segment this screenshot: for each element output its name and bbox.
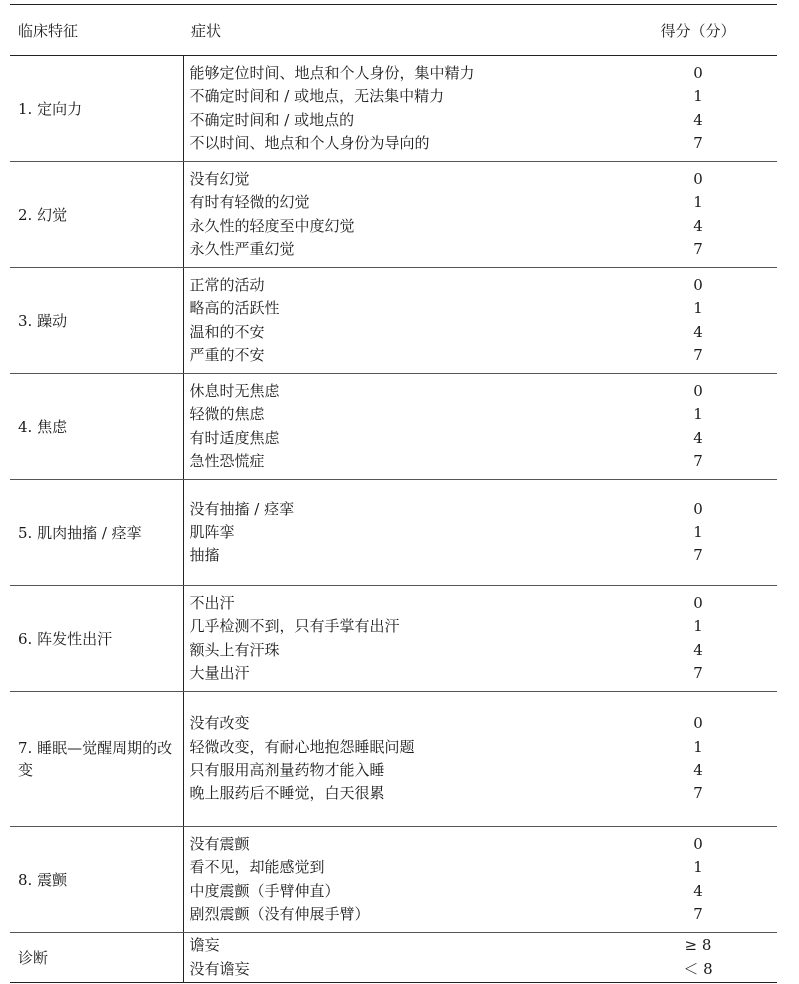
table-row <box>10 827 777 933</box>
table-row <box>10 692 777 827</box>
score-value: 0 <box>693 834 703 853</box>
table-row <box>10 586 777 692</box>
symptom-text: 不出汗 <box>189 593 235 612</box>
header-score: 得分（分） <box>619 5 777 56</box>
symptom-text: 正常的活动 <box>189 275 265 294</box>
symptom-cell <box>183 56 619 162</box>
feature-cell: 6. 阵发性出汗 <box>10 586 183 692</box>
symptom-text: 不以时间、地点和个人身份为导向的 <box>189 133 430 152</box>
symptom-text: 有时适度焦虑 <box>189 428 280 447</box>
score-value: 7 <box>693 546 703 565</box>
score-value: 0 <box>693 169 703 188</box>
score-value: 1 <box>693 522 703 541</box>
symptom-text: 几乎检测不到，只有手掌有出汗 <box>189 617 400 636</box>
score-value: 1 <box>693 405 703 424</box>
symptom-text: 大量出汗 <box>189 663 250 682</box>
symptom-cell <box>183 827 619 933</box>
symptom-text: 抽搐 <box>189 546 220 565</box>
score-value: 7 <box>693 904 703 923</box>
score-value: 1 <box>693 87 703 106</box>
symptom-text: 永久性的轻度至中度幻觉 <box>189 216 355 235</box>
symptom-text: 剧烈震颤（没有伸展手臂） <box>189 904 370 923</box>
symptom-text: 肌阵挛 <box>189 522 235 541</box>
table-row <box>10 162 777 268</box>
score-value: 7 <box>693 784 703 803</box>
feature-cell: 5. 肌肉抽搐 / 痉挛 <box>10 480 183 586</box>
score-value: 4 <box>693 322 703 341</box>
symptom-cell <box>183 586 619 692</box>
score-value: 1 <box>693 737 703 756</box>
score-value: 0 <box>693 275 703 294</box>
symptom-text: 略高的活跃性 <box>189 299 280 318</box>
symptom-text: 轻微的焦虑 <box>189 405 265 424</box>
score-value: 1 <box>693 858 703 877</box>
symptom-text: 谵妄 <box>189 936 220 955</box>
symptom-text: 急性恐慌症 <box>189 451 265 470</box>
table-row <box>10 374 777 480</box>
symptom-text: 严重的不安 <box>189 345 265 364</box>
symptom-text: 不确定时间和 / 或地点，无法集中精力 <box>189 87 445 106</box>
symptom-text: 没有抽搐 / 痉挛 <box>189 499 295 518</box>
score-value: 0 <box>693 63 703 82</box>
symptom-text: 不确定时间和 / 或地点的 <box>189 110 355 129</box>
score-cell <box>619 268 777 374</box>
score-value: 4 <box>693 761 703 779</box>
symptom-text: 只有服用高剂量药物才能入睡 <box>189 761 385 779</box>
symptom-text: 能够定位时间、地点和个人身份，集中精力 <box>189 63 475 82</box>
score-value: 7 <box>693 239 703 258</box>
score-value: 0 <box>693 714 703 733</box>
symptom-text: 永久性严重幻觉 <box>189 239 295 258</box>
table-row <box>10 56 777 162</box>
header-symptom: 症状 <box>183 5 619 56</box>
score-cell <box>619 162 777 268</box>
score-value: 4 <box>693 110 703 129</box>
score-value: 4 <box>693 216 703 235</box>
feature-cell: 4. 焦虑 <box>10 374 183 480</box>
table-row <box>10 268 777 374</box>
symptom-cell <box>183 480 619 586</box>
score-value: 7 <box>693 345 703 364</box>
symptom-text: 轻微改变，有耐心地抱怨睡眠问题 <box>189 737 415 756</box>
symptom-text: 额头上有汗珠 <box>189 640 280 659</box>
symptom-text: 看不见，却能感觉到 <box>189 858 325 877</box>
feature-cell: 7. 睡眠—觉醒周期的改变 <box>10 692 183 827</box>
score-cell <box>619 827 777 933</box>
symptom-text: 没有幻觉 <box>189 169 250 188</box>
symptom-cell <box>183 692 619 827</box>
symptom-cell <box>183 374 619 480</box>
symptom-cell <box>183 933 619 983</box>
diagnosis-row <box>10 933 777 983</box>
feature-cell: 2. 幻觉 <box>10 162 183 268</box>
feature-cell: 1. 定向力 <box>10 56 183 162</box>
score-value: 4 <box>693 428 703 447</box>
symptom-text: 休息时无焦虑 <box>189 381 280 400</box>
feature-cell: 3. 躁动 <box>10 268 183 374</box>
score-value: 1 <box>693 193 703 212</box>
score-value: 4 <box>693 640 703 659</box>
score-value: 7 <box>693 451 703 470</box>
symptom-text: 中度震颤（手臂伸直） <box>189 881 340 900</box>
score-cell <box>619 586 777 692</box>
symptom-text: 没有震颤 <box>189 834 250 853</box>
symptom-text: 晚上服药后不睡觉，白天很累 <box>189 784 385 803</box>
feature-cell: 诊断 <box>10 933 183 983</box>
score-value: 0 <box>693 499 703 518</box>
score-cell <box>619 374 777 480</box>
score-cell <box>619 692 777 827</box>
score-value: 1 <box>693 617 703 636</box>
symptom-text: 有时有轻微的幻觉 <box>189 193 310 212</box>
score-cell <box>619 933 777 983</box>
header-row <box>10 5 777 56</box>
header-feature: 临床特征 <box>10 5 183 56</box>
score-value: 1 <box>693 299 703 318</box>
score-cell <box>619 480 777 586</box>
symptom-cell <box>183 268 619 374</box>
score-value: ≥ 8 <box>684 936 712 955</box>
score-cell <box>619 56 777 162</box>
delirium-scale-table <box>10 4 777 983</box>
score-value: 4 <box>693 881 703 900</box>
table-row <box>10 480 777 586</box>
symptom-text: 没有改变 <box>189 714 250 733</box>
symptom-cell <box>183 162 619 268</box>
score-value: ＜ 8 <box>683 959 713 978</box>
score-value: 0 <box>693 593 703 612</box>
score-value: 7 <box>693 133 703 152</box>
symptom-text: 温和的不安 <box>189 322 265 341</box>
score-value: 0 <box>693 381 703 400</box>
score-value: 7 <box>693 663 703 682</box>
feature-cell: 8. 震颤 <box>10 827 183 933</box>
symptom-text: 没有谵妄 <box>189 959 250 978</box>
